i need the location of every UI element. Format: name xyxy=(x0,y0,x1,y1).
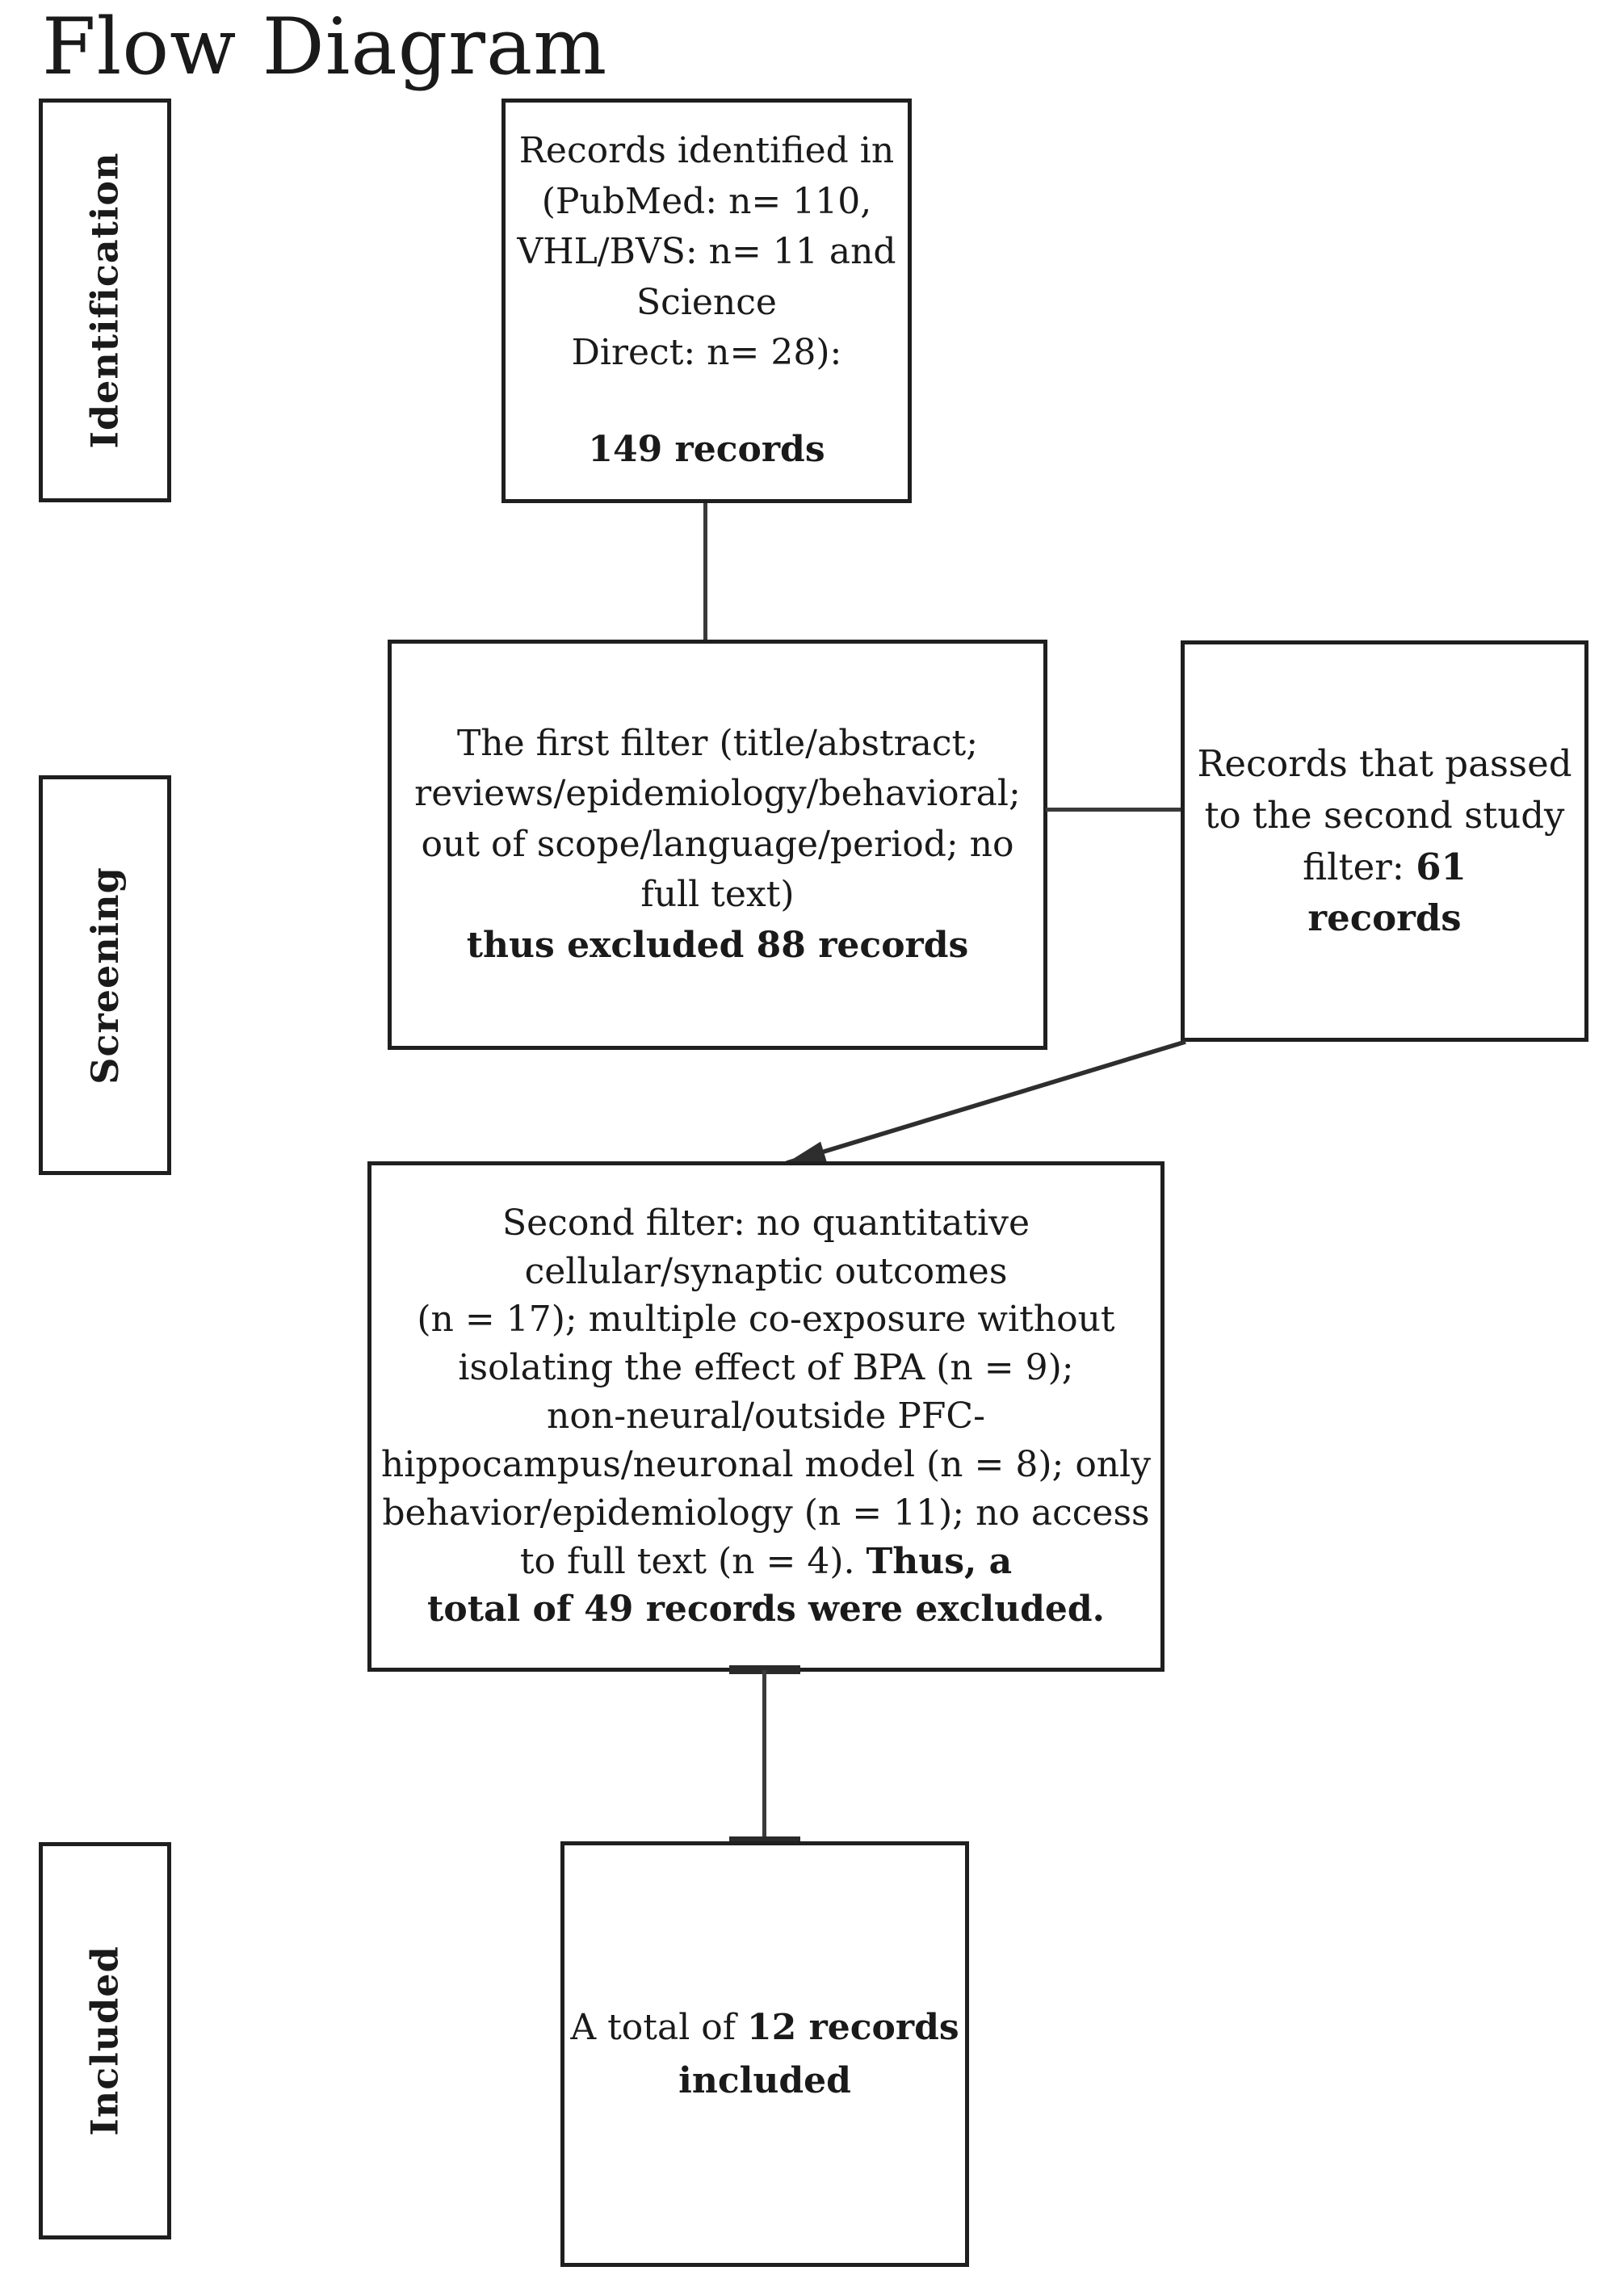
records-identified-total: 149 records xyxy=(588,429,825,471)
box-line: reviews/epidemiology/behavioral; xyxy=(414,773,1021,815)
included-section-box xyxy=(39,1842,171,2239)
included-label: Included xyxy=(83,1946,128,2136)
box-line: behavior/epidemiology (n = 11); no access xyxy=(382,1492,1150,1534)
records-passed-box xyxy=(1181,640,1588,1042)
included-word: included xyxy=(678,2059,851,2101)
diagonal-line xyxy=(787,1042,1185,1163)
included-count: 12 records xyxy=(747,2006,959,2048)
second-filter-tail-bold: Thus, a xyxy=(866,1540,1013,1582)
box-line xyxy=(520,1538,1012,1586)
box-line: (PubMed: n= 110, xyxy=(541,180,872,222)
connector-filter-to-passed xyxy=(1046,808,1183,812)
box-line: Records identified in xyxy=(518,130,895,172)
second-filter-box xyxy=(367,1161,1164,1672)
box-line: to the second study xyxy=(1204,793,1565,837)
box-line: VHL/BVS: n= 11 and xyxy=(517,231,896,273)
included-prefix: A total of xyxy=(570,2006,748,2048)
passed-records-word: records xyxy=(1307,896,1462,940)
records-identified-box xyxy=(501,99,912,503)
box-line: isolating the effect of BPA (n = 9); xyxy=(458,1347,1074,1389)
screening-section-box xyxy=(39,775,171,1175)
box-line: Science xyxy=(636,281,777,323)
box-line: hippocampus/neuronal model (n = 8); only xyxy=(380,1443,1152,1485)
screening-label: Screening xyxy=(83,866,127,1085)
box-line xyxy=(1303,842,1467,893)
passed-filter-prefix: filter: xyxy=(1303,845,1416,888)
box-line xyxy=(570,2001,959,2055)
box-line: The first filter (title/abstract; xyxy=(456,722,979,764)
passed-count: 61 xyxy=(1416,845,1467,888)
box-line: Second filter: no quantitative xyxy=(502,1202,1030,1244)
connector-identification-to-screening xyxy=(703,503,707,641)
box-line: out of scope/language/period; no xyxy=(421,823,1014,865)
box-line: non-neural/outside PFC- xyxy=(547,1396,985,1438)
box-line: Records that passed xyxy=(1197,741,1572,785)
box-line: (n = 17); multiple co-exposure without xyxy=(417,1299,1115,1341)
page-title: Flow Diagram xyxy=(42,2,608,92)
identification-section-box xyxy=(39,99,171,502)
second-filter-total: total of 49 records were excluded. xyxy=(427,1589,1105,1631)
diagonal-arrow-icon xyxy=(787,1142,827,1163)
identification-label: Identification xyxy=(83,152,128,449)
second-filter-tail: to full text (n = 4). xyxy=(519,1540,867,1582)
first-filter-total: thus excluded 88 records xyxy=(466,924,969,966)
box-line: Direct: n= 28): xyxy=(571,331,842,373)
included-records-box xyxy=(560,1841,969,2267)
box-line: full text) xyxy=(640,874,795,916)
connector-second-filter-to-included xyxy=(762,1670,766,1841)
box-line: cellular/synaptic outcomes xyxy=(524,1250,1008,1292)
first-filter-box xyxy=(388,640,1047,1050)
